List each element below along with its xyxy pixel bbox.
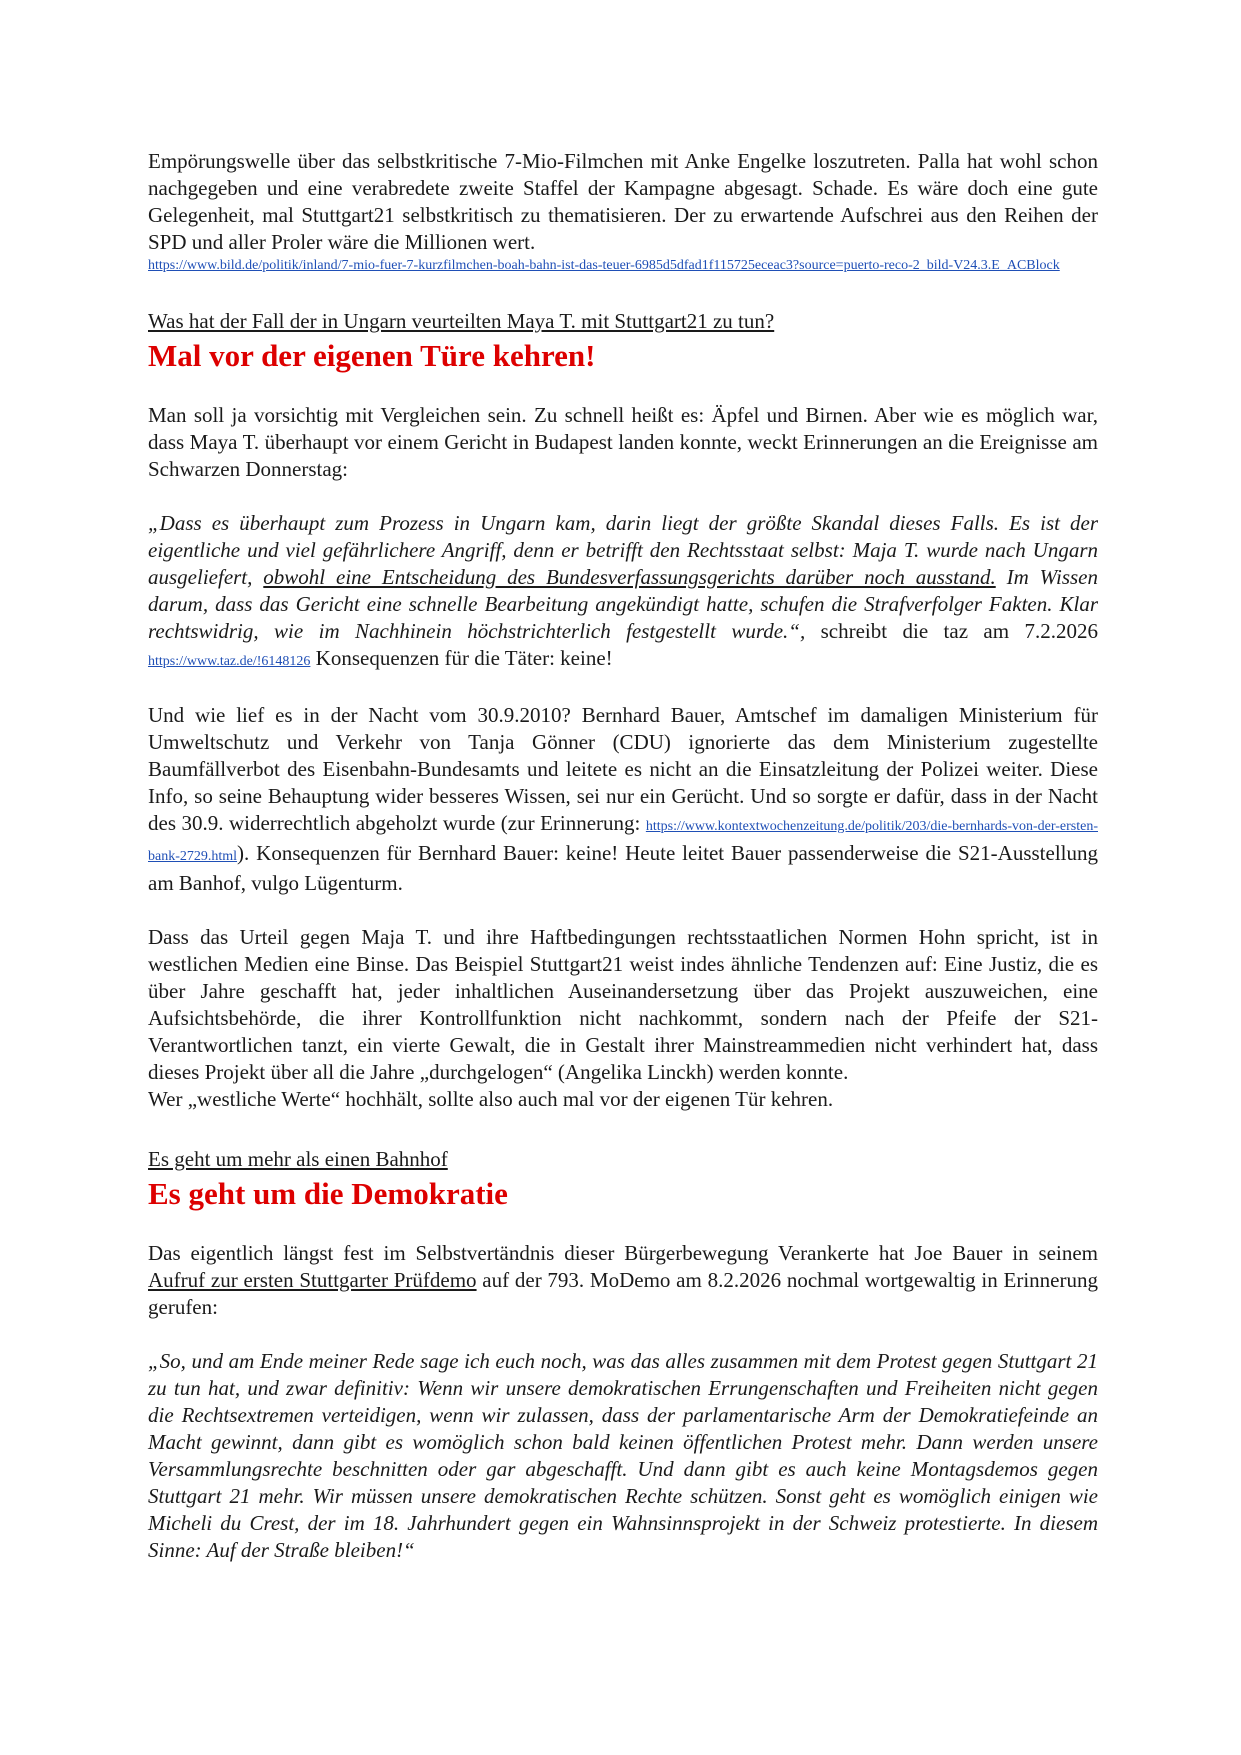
- taz-quote-tail: Konsequenzen für die Täter: keine!: [310, 646, 613, 670]
- prufdemo-text-2: auf der 793. MoDemo am 8.2.2026 nochmal wortgewaltig in Erinnerung gerufen:: [148, 1268, 1098, 1319]
- kontext-link[interactable]: https://www.kontextwochenzeitung.de/politik/203/die-bernhards-von-der-ersten-bank-2729.html: [148, 819, 1098, 864]
- prufdemo-text-1: Das eigentlich längst fest im Selbstvertändnis dieser Bürgerbewegung Verankerte hat Joe Bauer in seinem: [148, 1241, 1098, 1265]
- section2-paragraph-1: [148, 1240, 1098, 1321]
- section1-headline: Mal vor der eigenen Türe kehren!: [148, 338, 596, 373]
- taz-link[interactable]: https://www.taz.de/!6148126: [148, 654, 311, 669]
- bauer-paragraph-text: Und wie lief es in der Nacht vom 30.9.2010? Bernhard Bauer, Amtschef im damaligen Ministerium für Umweltschutz und Verkehr von Tanja Gönner (CDU) ignorierte das dem Ministerium zugestellte Baumfällverbot des Eisenbahn-Bundesamts und leitete es nicht an die Einsatzleitung der Polizei weiter. Diese Info, so seine Behauptung wider besseres Wissen, sei nur ein Gerücht. Und so sorgte er dafür, dass in der Nacht des 30.9. widerrechtlich abgeholzt wurde (zur Erinnerung:: [148, 703, 1098, 835]
- taz-quote-underlined: obwohl eine Entscheidung des Bundesverfassungsgerichts darüber noch ausstand.: [263, 565, 996, 589]
- section2-kicker: Es geht um mehr als einen Bahnhof: [148, 1147, 448, 1171]
- document-page: [148, 148, 1098, 1564]
- section1-paragraph-1: Man soll ja vorsichtig mit Vergleichen sein. Zu schnell heißt es: Äpfel und Birnen. Aber wie es möglich war, dass Maya T. überhaupt vor einem Gericht in Budapest landen konnte, weckt Erinnerungen an die Ereignisse am Schwarzen Donnerstag:: [148, 403, 1098, 481]
- section1-paragraph-3: Dass das Urteil gegen Maja T. und ihre Haftbedingungen rechtsstaatlichen Normen Hohn spricht, ist in westlichen Medien eine Binse. Das Beispiel Stuttgart21 weist indes ähnliche Tendenzen auf: Eine Justiz, die es über Jahre geschafft hat, jeder inhaltlichen Auseinandersetzung über das Projekt auszuweichen, eine Aufsichtsbehörde, die ihrer Kontrollfunktion nicht nachkommt, sondern nach der Pfeife der S21-Verantwortlichen tanzt, ein vierte Gewalt, die in Gestalt ihrer Mainstreammedien nicht verhindert hat, dass dieses Projekt über all die Jahre „durchgelogen“ (Angelika Linckh) werden konnte.: [148, 925, 1098, 1084]
- section1-kicker: Was hat der Fall der in Ungarn veurteilten Maya T. mit Stuttgart21 zu tun?: [148, 309, 775, 333]
- bauer-paragraph-tail: ). Konsequenzen für Bernhard Bauer: keine! Heute leitet Bauer passenderweise die S21-Ausstellung am Banhof, vulgo Lügenturm.: [148, 841, 1098, 895]
- intro-paragraph: Empörungswelle über das selbstkritische 7-Mio-Filmchen mit Anke Engelke loszutreten. Palla hat wohl schon nachgegeben und eine verabredete zweite Staffel der Kampagne abgesagt. Schade. Es wäre doch eine gute Gelegenheit, mal Stuttgart21 selbstkritisch zu thematisieren. Der zu erwartende Aufschrei aus den Reihen der SPD und aller Proler wäre die Millionen wert.: [148, 149, 1098, 254]
- taz-quote-part-2: Im Wissen darum, dass das Gericht eine schnelle Bearbeitung angekündigt hatte, schufen die Strafverfolger Fakten. Klar rechtswidrig, wie im Nachhinein höchstrichterlich festgestellt wurde.“,: [148, 565, 1098, 643]
- prufdemo-link[interactable]: Aufruf zur ersten Stuttgarter Prüfdemo: [148, 1268, 477, 1292]
- section1-paragraph-2: [148, 702, 1098, 897]
- bild-link[interactable]: https://www.bild.de/politik/inland/7-mio-fuer-7-kurzfilmchen-boah-bahn-ist-das-teuer-6985d5dfad1f115725eceac3?source=puerto-reco-2_bild-V24.3.E_ACBlock: [148, 258, 1060, 273]
- taz-quote-paragraph: [148, 510, 1098, 675]
- taz-quote-source: schreibt die taz am 7.2.2026: [805, 619, 1098, 643]
- joe-bauer-quote: „So, und am Ende meiner Rede sage ich euch noch, was das alles zusammen mit dem Protest gegen Stuttgart 21 zu tun hat, und zwar definitiv: Wenn wir unsere demokratischen Errungenschaften und Freiheiten nicht gegen die Rechtsextremen verteidigen, wenn wir zulassen, dass der parlamentarische Arm der Demokratiefeinde an Macht gewinnt, dann gibt es womöglich schon bald keinen öffentlichen Protest mehr. Dann werden unsere Versammlungsrechte beschnitten oder gar abgeschafft. Und dann gibt es auch keine Montagsdemos gegen Stuttgart 21 mehr. Wir müssen unsere demokratischen Rechte schützen. Sonst geht es womöglich einigen wie Micheli du Crest, der im 18. Jahrhundert gegen ein Wahnsinnsprojekt in der Schweiz protestierte. In diesem Sinne: Auf der Straße bleiben!“: [148, 1349, 1098, 1562]
- section1-paragraph-4: Wer „westliche Werte“ hochhält, sollte also auch mal vor der eigenen Tür kehren.: [148, 1087, 834, 1111]
- taz-quote-part-1: „Dass es überhaupt zum Prozess in Ungarn kam, darin liegt der größte Skandal dieses Falls. Es ist der eigentliche und viel gefährlichere Angriff, denn er betrifft den Rechtsstaat selbst: Maja T. wurde nach Ungarn ausgeliefert,: [148, 511, 1098, 589]
- section2-headline: Es geht um die Demokratie: [148, 1176, 508, 1211]
